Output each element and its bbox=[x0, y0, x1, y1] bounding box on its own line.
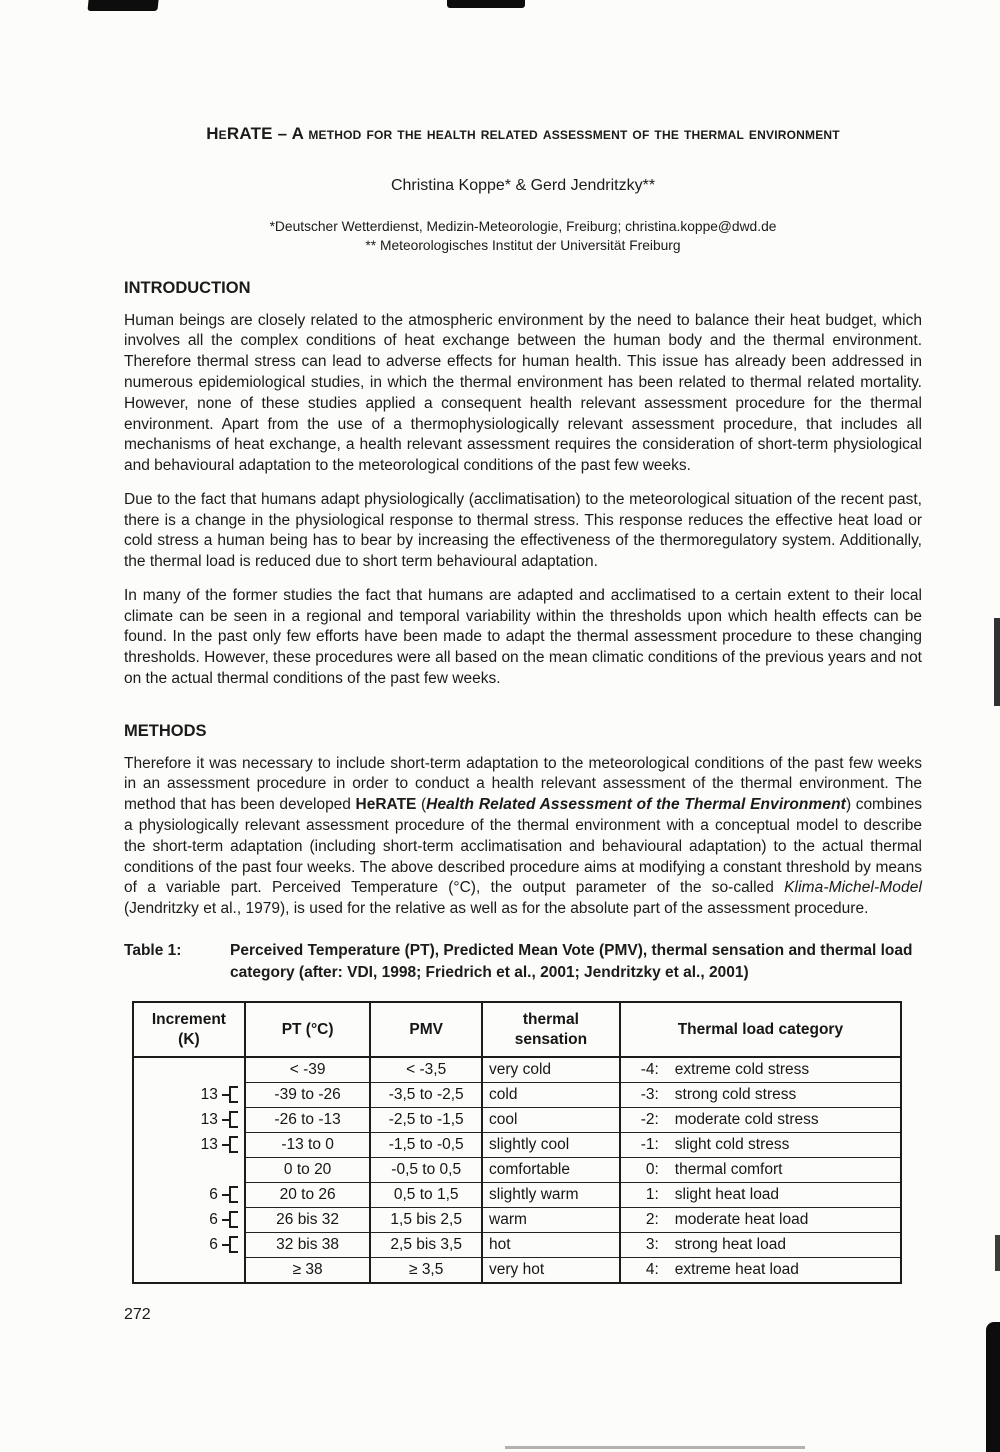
category-cell bbox=[620, 1057, 901, 1083]
table-wrapper bbox=[132, 1001, 922, 1284]
category-number: -2: bbox=[640, 1110, 659, 1128]
sensation-cell: cool bbox=[482, 1107, 620, 1132]
col-header-pmv: PMV bbox=[370, 1002, 482, 1057]
table-row bbox=[133, 1082, 901, 1107]
category-cell bbox=[620, 1232, 901, 1257]
category-number: -3: bbox=[640, 1085, 659, 1103]
pmv-cell: 2,5 bis 3,5 bbox=[370, 1232, 482, 1257]
pt-cell: -13 to 0 bbox=[245, 1132, 371, 1157]
scan-artifact bbox=[994, 618, 1000, 706]
table-row bbox=[133, 1232, 901, 1257]
affiliation-1: *Deutscher Wetterdienst, Medizin-Meteorologie, Freiburg; christina.koppe@dwd.de bbox=[269, 218, 777, 234]
category-number: 1: bbox=[645, 1185, 659, 1203]
pt-cell: 26 bis 32 bbox=[245, 1207, 371, 1232]
herate-expansion: Health Related Assessment of the Thermal Environment bbox=[426, 796, 846, 814]
sensation-cell: very hot bbox=[482, 1257, 620, 1283]
sensation-cell: comfortable bbox=[482, 1157, 620, 1182]
increment-value: 13 bbox=[200, 1085, 218, 1103]
sensation-cell: very cold bbox=[482, 1057, 620, 1083]
increment-cell bbox=[133, 1257, 245, 1283]
increment-value: 6 bbox=[209, 1210, 218, 1228]
pmv-cell: -2,5 to -1,5 bbox=[370, 1107, 482, 1132]
intro-paragraph-1: Human beings are closely related to the atmospheric environment by the need to balance their heat budget, which involves all the complex conditions of heat exchange between the human body and the thermal environment. Therefore thermal stress can lead to adverse effects for human health. This issue has already been addressed in numerous epidemiological studies, in which the thermal environment has been related to thermal related mortality. However, none of these studies applied a consequent health relevant assessment procedure for the thermal environment. Apart from the use of a thermophysiologically relevant assessment procedure, that includes all mechanisms of heat exchange, a health relevant assessment requires the consideration of short-term physiological and behavioural adaptation to the meteorological conditions of the past few weeks. bbox=[124, 311, 922, 475]
pt-cell: ≥ 38 bbox=[245, 1257, 371, 1283]
category-label: moderate heat load bbox=[674, 1210, 809, 1228]
category-cell bbox=[620, 1257, 901, 1283]
page-number: 272 bbox=[124, 1305, 151, 1323]
pmv-cell: < -3,5 bbox=[370, 1057, 482, 1083]
herate-acronym: HeRATE bbox=[355, 796, 417, 814]
intro-paragraph-3: In many of the former studies the fact that humans are adapted and acclimatised to a certain extent to their local climate can be seen in a regional and temporal variability within the thresholds upon which health effects can be found. In the past only few efforts have been made to adapt the thermal assessment procedure to these changing thresholds. However, these procedures were all based on the mean climatic conditions of the previous years and not on the actual thermal conditions of the past few weeks. bbox=[124, 586, 922, 687]
methods-text-3: ) combines a physiologically relevant assessment procedure of the thermal environment with a conceptual model to describe the short-term adaptation (including short-term acclimatisation and behavioural adaptation) to the actual thermal conditions of the past four weeks. The above described procedure aims at modifying a constant threshold by means of a variable part. Perceived Temperature (°C), the output parameter of the so-called bbox=[124, 796, 923, 897]
increment-value: 6 bbox=[209, 1235, 218, 1253]
klima-michel-model: Klima-Michel-Model bbox=[784, 879, 922, 897]
category-label: thermal comfort bbox=[674, 1160, 783, 1178]
sensation-cell: hot bbox=[482, 1232, 620, 1257]
category-label: extreme heat load bbox=[674, 1260, 799, 1278]
scan-artifact bbox=[505, 1446, 805, 1449]
col-header-sensation bbox=[482, 1002, 620, 1057]
scan-artifact bbox=[87, 0, 158, 11]
col-header-increment-line1: Increment bbox=[151, 1011, 226, 1029]
table-row bbox=[133, 1157, 901, 1182]
pmv-cell: ≥ 3,5 bbox=[370, 1257, 482, 1283]
increment-cell bbox=[133, 1132, 245, 1157]
table-row bbox=[133, 1107, 901, 1132]
table-header-row bbox=[133, 1002, 901, 1057]
increment-cell bbox=[133, 1182, 245, 1207]
increment-bracket-icon bbox=[229, 1111, 238, 1128]
increment-cell bbox=[133, 1157, 245, 1182]
intro-paragraph-2: Due to the fact that humans adapt physiologically (acclimatisation) to the meteorological situation of the recent past, there is a change in the physiological response to thermal stress. This response reduces the effective heat load or cold stress a human being has to bear by increasing the effectiveness of the thermoregulatory system. Additionally, the thermal load is reduced due to short term behavioural adaptation. bbox=[124, 490, 922, 571]
col-header-increment-line2: (K) bbox=[178, 1030, 200, 1048]
table-row bbox=[133, 1207, 901, 1232]
category-label: slight cold stress bbox=[674, 1135, 790, 1153]
category-label: slight heat load bbox=[674, 1185, 780, 1203]
table-caption-text: Perceived Temperature (PT), Predicted Mean Vote (PMV), thermal sensation and thermal load category (after: VDI, 1998; Friedrich et al., 2001; Jendritzky et al., 2001) bbox=[230, 941, 913, 981]
methods-paragraph bbox=[124, 754, 922, 920]
category-cell bbox=[620, 1157, 901, 1182]
col-header-sensation-line1: thermal bbox=[522, 1011, 579, 1029]
table-row bbox=[133, 1132, 901, 1157]
pt-cell: < -39 bbox=[245, 1057, 371, 1083]
pmv-cell: -3,5 to -2,5 bbox=[370, 1082, 482, 1107]
increment-bracket-icon bbox=[229, 1186, 238, 1203]
increment-cell bbox=[133, 1207, 245, 1232]
increment-cell bbox=[133, 1107, 245, 1132]
sensation-cell: slightly cool bbox=[482, 1132, 620, 1157]
table-row bbox=[133, 1182, 901, 1207]
increment-value: 6 bbox=[209, 1185, 218, 1203]
affiliation-2: ** Meteorologisches Institut der Universität Freiburg bbox=[365, 237, 681, 253]
increment-cell bbox=[133, 1082, 245, 1107]
pt-cell: -39 to -26 bbox=[245, 1082, 371, 1107]
category-cell bbox=[620, 1207, 901, 1232]
category-number: 3: bbox=[645, 1235, 659, 1253]
col-header-increment bbox=[133, 1002, 245, 1057]
category-cell bbox=[620, 1132, 901, 1157]
table-row bbox=[133, 1257, 901, 1283]
pt-cell: 20 to 26 bbox=[245, 1182, 371, 1207]
category-number: 4: bbox=[645, 1260, 659, 1278]
section-heading-introduction: INTRODUCTION bbox=[124, 278, 251, 297]
authors-line: Christina Koppe* & Gerd Jendritzky** bbox=[390, 176, 656, 194]
increment-bracket-icon bbox=[229, 1211, 238, 1228]
category-label: strong heat load bbox=[674, 1235, 786, 1253]
pt-cell: -26 to -13 bbox=[245, 1107, 371, 1132]
increment-bracket-icon bbox=[229, 1086, 238, 1103]
category-number: 2: bbox=[645, 1210, 659, 1228]
scan-artifact bbox=[986, 1322, 1000, 1452]
table-caption bbox=[124, 940, 922, 983]
category-cell bbox=[620, 1182, 901, 1207]
methods-text-1: Therefore it was necessary to include short-term adaptation to the meteorological conditions of the past few weeks in an assessment procedure in order to conduct a health relevant assessment of the thermal environment. The method that has been developed bbox=[124, 754, 922, 814]
category-label: moderate cold stress bbox=[674, 1110, 819, 1128]
col-header-category: Thermal load category bbox=[620, 1002, 901, 1057]
thermal-load-table bbox=[132, 1001, 902, 1284]
table-caption-label: Table 1: bbox=[124, 941, 182, 959]
category-label: strong cold stress bbox=[674, 1085, 797, 1103]
scan-artifact bbox=[447, 0, 525, 8]
sensation-cell: slightly warm bbox=[482, 1182, 620, 1207]
category-cell bbox=[620, 1082, 901, 1107]
pmv-cell: 1,5 bis 2,5 bbox=[370, 1207, 482, 1232]
category-number: -4: bbox=[640, 1060, 659, 1078]
paper-title: HeRATE – A method for the health related assessment of the thermal environment bbox=[206, 124, 840, 143]
methods-text-2: ( bbox=[416, 796, 427, 814]
col-header-sensation-line2: sensation bbox=[514, 1030, 588, 1048]
category-cell bbox=[620, 1107, 901, 1132]
increment-cell bbox=[133, 1232, 245, 1257]
pmv-cell: -1,5 to -0,5 bbox=[370, 1132, 482, 1157]
category-number: 0: bbox=[645, 1160, 659, 1178]
increment-cell bbox=[133, 1057, 245, 1083]
section-heading-methods: METHODS bbox=[124, 721, 207, 740]
scan-artifact bbox=[995, 1235, 1000, 1271]
sensation-cell: warm bbox=[482, 1207, 620, 1232]
increment-value: 13 bbox=[200, 1110, 218, 1128]
pt-cell: 32 bis 38 bbox=[245, 1232, 371, 1257]
table-row bbox=[133, 1057, 901, 1083]
pmv-cell: -0,5 to 0,5 bbox=[370, 1157, 482, 1182]
increment-bracket-icon bbox=[229, 1236, 238, 1253]
pmv-cell: 0,5 to 1,5 bbox=[370, 1182, 482, 1207]
category-label: extreme cold stress bbox=[674, 1060, 810, 1078]
increment-value: 13 bbox=[200, 1135, 218, 1153]
col-header-pt: PT (°C) bbox=[245, 1002, 371, 1057]
sensation-cell: cold bbox=[482, 1082, 620, 1107]
category-number: -1: bbox=[640, 1135, 659, 1153]
pt-cell: 0 to 20 bbox=[245, 1157, 371, 1182]
increment-bracket-icon bbox=[229, 1136, 238, 1153]
methods-text-4: (Jendritzky et al., 1979), is used for the relative as well as for the absolute part of the assessment procedure. bbox=[124, 900, 869, 918]
